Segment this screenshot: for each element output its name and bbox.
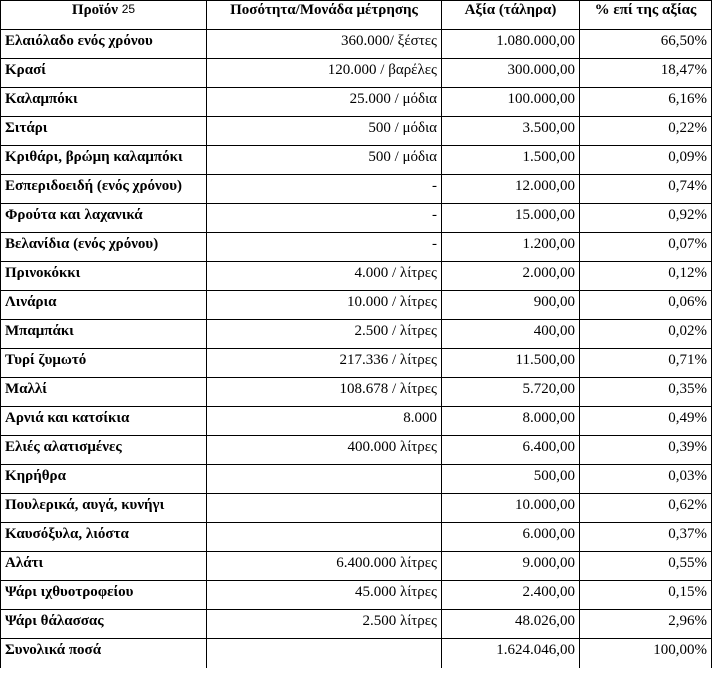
cell-quantity: 45.000 λίτρες bbox=[207, 581, 442, 610]
cell-quantity: 8.000 bbox=[207, 407, 442, 436]
cell-product: Εσπεριδοειδή (ενός χρόνου) bbox=[1, 175, 207, 204]
cell-product: Κριθάρι, βρώμη καλαμπόκι bbox=[1, 146, 207, 175]
cell-quantity: - bbox=[207, 233, 442, 262]
cell-quantity bbox=[207, 465, 442, 494]
table-row bbox=[1, 523, 712, 552]
cell-quantity: 108.678 / λίτρες bbox=[207, 378, 442, 407]
cell-product: Σιτάρι bbox=[1, 117, 207, 146]
cell-percent: 0,12% bbox=[580, 262, 712, 291]
cell-percent: 2,96% bbox=[580, 610, 712, 639]
cell-product: Φρούτα και λαχανικά bbox=[1, 204, 207, 233]
cell-quantity: 360.000/ ξέστες bbox=[207, 30, 442, 59]
cell-percent: 0,15% bbox=[580, 581, 712, 610]
cell-product: Αλάτι bbox=[1, 552, 207, 581]
cell-quantity: 400.000 λίτρες bbox=[207, 436, 442, 465]
table-body bbox=[1, 30, 712, 668]
cell-product: Καλαμπόκι bbox=[1, 88, 207, 117]
header-value: Αξία (τάληρα) bbox=[442, 1, 580, 30]
header-row bbox=[1, 1, 712, 30]
header-product bbox=[1, 1, 207, 30]
header-quantity: Ποσότητα/Μονάδα μέτρησης bbox=[207, 1, 442, 30]
table-row bbox=[1, 175, 712, 204]
cell-value: 15.000,00 bbox=[442, 204, 580, 233]
cell-product: Αρνιά και κατσίκια bbox=[1, 407, 207, 436]
cell-quantity: 2.500 λίτρες bbox=[207, 610, 442, 639]
cell-quantity: 10.000 / λίτρες bbox=[207, 291, 442, 320]
table-row bbox=[1, 610, 712, 639]
table-header bbox=[1, 1, 712, 30]
total-label: Συνολικά ποσά bbox=[1, 639, 207, 668]
cell-value: 12.000,00 bbox=[442, 175, 580, 204]
cell-value: 48.026,00 bbox=[442, 610, 580, 639]
cell-value: 2.000,00 bbox=[442, 262, 580, 291]
cell-quantity: 500 / μόδια bbox=[207, 117, 442, 146]
cell-product: Ελιές αλατισμένες bbox=[1, 436, 207, 465]
cell-value: 2.400,00 bbox=[442, 581, 580, 610]
cell-product: Μαλλί bbox=[1, 378, 207, 407]
cell-product: Κρασί bbox=[1, 59, 207, 88]
cell-percent: 18,47% bbox=[580, 59, 712, 88]
header-product-footnote: 25 bbox=[121, 2, 136, 16]
table-row bbox=[1, 436, 712, 465]
cell-value: 9.000,00 bbox=[442, 552, 580, 581]
cell-percent: 0,74% bbox=[580, 175, 712, 204]
total-percent: 100,00% bbox=[580, 639, 712, 668]
table-row bbox=[1, 465, 712, 494]
cell-product: Ψάρι ιχθυοτροφείου bbox=[1, 581, 207, 610]
cell-percent: 0,71% bbox=[580, 349, 712, 378]
cell-product: Τυρί ζυμωτό bbox=[1, 349, 207, 378]
table-row bbox=[1, 233, 712, 262]
cell-value: 100.000,00 bbox=[442, 88, 580, 117]
cell-value: 3.500,00 bbox=[442, 117, 580, 146]
cell-product: Καυσόξυλα, λιόστα bbox=[1, 523, 207, 552]
cell-value: 400,00 bbox=[442, 320, 580, 349]
cell-quantity: - bbox=[207, 175, 442, 204]
cell-percent: 0,09% bbox=[580, 146, 712, 175]
cell-percent: 0,62% bbox=[580, 494, 712, 523]
cell-percent: 0,06% bbox=[580, 291, 712, 320]
cell-percent: 0,39% bbox=[580, 436, 712, 465]
cell-percent: 0,02% bbox=[580, 320, 712, 349]
cell-product: Ελαιόλαδο ενός χρόνου bbox=[1, 30, 207, 59]
table-row bbox=[1, 552, 712, 581]
cell-product: Πρινοκόκκι bbox=[1, 262, 207, 291]
header-product-label: Προϊόν bbox=[71, 2, 118, 18]
cell-value: 1.200,00 bbox=[442, 233, 580, 262]
table-row bbox=[1, 262, 712, 291]
cell-quantity: 25.000 / μόδια bbox=[207, 88, 442, 117]
cell-value: 10.000,00 bbox=[442, 494, 580, 523]
cell-product: Ψάρι θάλασσας bbox=[1, 610, 207, 639]
table-row bbox=[1, 117, 712, 146]
cell-percent: 0,37% bbox=[580, 523, 712, 552]
total-quantity bbox=[207, 639, 442, 668]
table-row bbox=[1, 59, 712, 88]
cell-value: 500,00 bbox=[442, 465, 580, 494]
cell-value: 300.000,00 bbox=[442, 59, 580, 88]
cell-percent: 66,50% bbox=[580, 30, 712, 59]
table-row bbox=[1, 378, 712, 407]
cell-percent: 0,35% bbox=[580, 378, 712, 407]
cell-value: 6.000,00 bbox=[442, 523, 580, 552]
cell-quantity: 217.336 / λίτρες bbox=[207, 349, 442, 378]
cell-quantity bbox=[207, 494, 442, 523]
table-row bbox=[1, 30, 712, 59]
cell-value: 1.080.000,00 bbox=[442, 30, 580, 59]
total-row bbox=[1, 639, 712, 668]
cell-value: 900,00 bbox=[442, 291, 580, 320]
table-row bbox=[1, 581, 712, 610]
cell-percent: 0,07% bbox=[580, 233, 712, 262]
cell-value: 8.000,00 bbox=[442, 407, 580, 436]
cell-product: Λινάρια bbox=[1, 291, 207, 320]
cell-quantity: - bbox=[207, 204, 442, 233]
cell-product: Βελανίδια (ενός χρόνου) bbox=[1, 233, 207, 262]
cell-quantity: 120.000 / βαρέλες bbox=[207, 59, 442, 88]
cell-percent: 0,22% bbox=[580, 117, 712, 146]
table-row bbox=[1, 146, 712, 175]
table-row bbox=[1, 407, 712, 436]
cell-quantity bbox=[207, 523, 442, 552]
table-row bbox=[1, 494, 712, 523]
cell-quantity: 6.400.000 λίτρες bbox=[207, 552, 442, 581]
header-percent: % επί της αξίας bbox=[580, 1, 712, 30]
table-row bbox=[1, 349, 712, 378]
cell-value: 11.500,00 bbox=[442, 349, 580, 378]
table-row bbox=[1, 88, 712, 117]
cell-value: 1.500,00 bbox=[442, 146, 580, 175]
cell-value: 6.400,00 bbox=[442, 436, 580, 465]
cell-quantity: 2.500 / λίτρες bbox=[207, 320, 442, 349]
cell-value: 5.720,00 bbox=[442, 378, 580, 407]
cell-product: Πουλερικά, αυγά, κυνήγι bbox=[1, 494, 207, 523]
total-value: 1.624.046,00 bbox=[442, 639, 580, 668]
cell-product: Κηρήθρα bbox=[1, 465, 207, 494]
cell-quantity: 4.000 / λίτρες bbox=[207, 262, 442, 291]
cell-percent: 0,92% bbox=[580, 204, 712, 233]
cell-quantity: 500 / μόδια bbox=[207, 146, 442, 175]
cell-percent: 0,03% bbox=[580, 465, 712, 494]
cell-percent: 0,55% bbox=[580, 552, 712, 581]
table-row bbox=[1, 320, 712, 349]
table-row bbox=[1, 204, 712, 233]
table-row bbox=[1, 291, 712, 320]
cell-percent: 0,49% bbox=[580, 407, 712, 436]
cell-percent: 6,16% bbox=[580, 88, 712, 117]
cell-product: Μπαμπάκι bbox=[1, 320, 207, 349]
